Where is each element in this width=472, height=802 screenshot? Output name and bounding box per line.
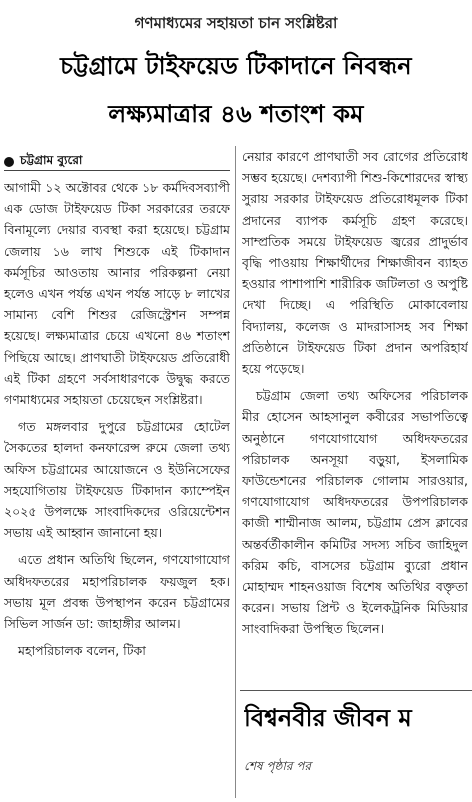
- right-paragraph-2: চট্টগ্রাম জেলা তথ্য অফিসের পরিচালক মীর হোসেন আহসানুল কবীরের সভাপতিত্বে অনুষ্ঠানে গণযোগাযোগ অধিদফতরের পরিচালক অনসূয়া বড়ুয়া, ইসলামিক ফাউন্ডেশনের পরিচালক গোলাম সারওয়ার, গণযোগাযোগ অধিদফতরের উপপরিচালক কাজী শাম্মীনাজ আলম, চট্টগ্রাম প্রেস ক্লাবের অন্তর্বর্তীকালীন কমিটির সদস্য সচিব জাহিদুল করিম কচি, বাসসের চট্টগ্রাম ব্যুরো প্রধান মোহাম্মদ শাহনওয়াজ বিশেষ অতিথির বক্তৃতা করেন। সভায় প্রিন্ট ও ইলেকট্রনিক মিডিয়ার সাংবাদিকরা উপস্থিত ছিলেন।: [242, 388, 468, 637]
- next-story-rule: [240, 690, 472, 691]
- kicker-subhead: গণমাধ্যমের সহায়তা চান সংশ্লিষ্টরা: [134, 14, 338, 32]
- column-divider: [235, 146, 236, 798]
- left-column: [4, 177, 230, 797]
- bullet-dot-icon: [4, 157, 14, 167]
- headline-line-2: লক্ষ্যমাত্রার ৪৬ শতাংশ কম: [108, 100, 364, 128]
- right-paragraph-1: নেয়ার কারণে প্রাণঘাতী সব রোগের প্রতিরোধ সম্ভব হয়েছে। দেশব্যাপী শিশু-কিশোরদের স্বাস্থ্য সুরায় সরকার টাইফয়েড প্রতিরোধমূলক টিকা প্রদানের ব্যাপক কর্মসূচি গ্রহণ করেছে। সাম্প্রতিক সময়ে টাইফয়েড জ্বরের প্রাদুর্ভাব বৃদ্ধি পাওয়ায় শিক্ষার্থীদের শিক্ষাজীবন ব্যাহত হওয়ার পাশাপাশি শারীরিক জটিলতা ও অপুষ্টি দেখা দিচ্ছে। এ পরিস্থিতি মোকাবেলায় বিদ্যালয়, কলেজ ও মাদরাসাসহ সব শিক্ষা প্রতিষ্ঠানে টাইফয়েড টিকা প্রদান অপরিহার্য হয়ে পড়েছে।: [242, 149, 468, 377]
- left-paragraph-1: আগামী ১২ অক্টোবর থেকে ১৮ কর্মদিবসব্যাপী এক ডোজ টাইফয়েড টিকা সরকারের তরফে বিনামূল্যে দেয়ার ব্যবস্থা করা হয়েছে। চট্টগ্রাম জেলায় ১৬ লাখ শিশুকে এই টিকাদান কর্মসূচির আওতায় আনার পরিকল্পনা নেয়া হলেও এখন পর্যন্ত এখন পর্যন্ত সাড়ে ৮ লাখের সামান্য বেশি শিশুর রেজিস্ট্রেশন সম্পন্ন হয়েছে। লক্ষ্যমাত্রার চেয়ে এখনো ৪৬ শতাংশ পিছিয়ে আছে। প্রাণঘাতী টাইফয়েড প্রতিরোধী এই টিকা গ্রহণে সর্বসাধারণকে উদ্বুদ্ধ করতে গণমাধ্যমের সহায়তা চেয়েছেন সংশ্লিষ্টরা।: [4, 180, 230, 408]
- right-column: [242, 146, 468, 666]
- byline: [4, 152, 82, 172]
- headline-line-1: চট্টগ্রামে টাইফয়েড টিকাদানে নিবন্ধন: [60, 52, 412, 80]
- left-paragraph-2: গত মঙ্গলবার দুপুরে চট্টগ্রামের হোটেল সৈকতের হালদা কনফারেন্স রুমে জেলা তথ্য অফিস চট্টগ্রামের আয়োজনে ও ইউনিসেফের সহযোগিতায় টাইফয়েড টিকাদান ক্যাম্পেইন ২০২৫ উপলক্ষে সাংবাদিকদের ওরিয়েন্টেশন সভায় এই আহ্বান জানানো হয়।: [4, 419, 230, 541]
- byline-rule: [4, 170, 230, 171]
- left-paragraph-3: এতে প্রধান অতিথি ছিলেন, গণযোগাযোগ অধিদফতরের মহাপরিচালক ফয়জুল হক। সভায় মূল প্রবন্ধ উপস্থাপন করেন চট্টগ্রামের সিভিল সার্জন ডা: জাহাঙ্গীর আলম।: [4, 552, 230, 632]
- byline-text: চট্টগ্রাম ব্যুরো: [20, 153, 83, 167]
- next-story-headline: বিশ্বনবীর জীবন ম: [244, 704, 412, 732]
- continued-note: শেষ পৃষ্ঠার পর: [244, 759, 312, 773]
- left-paragraph-4: মহাপরিচালক বলেন, টিকা: [18, 643, 146, 659]
